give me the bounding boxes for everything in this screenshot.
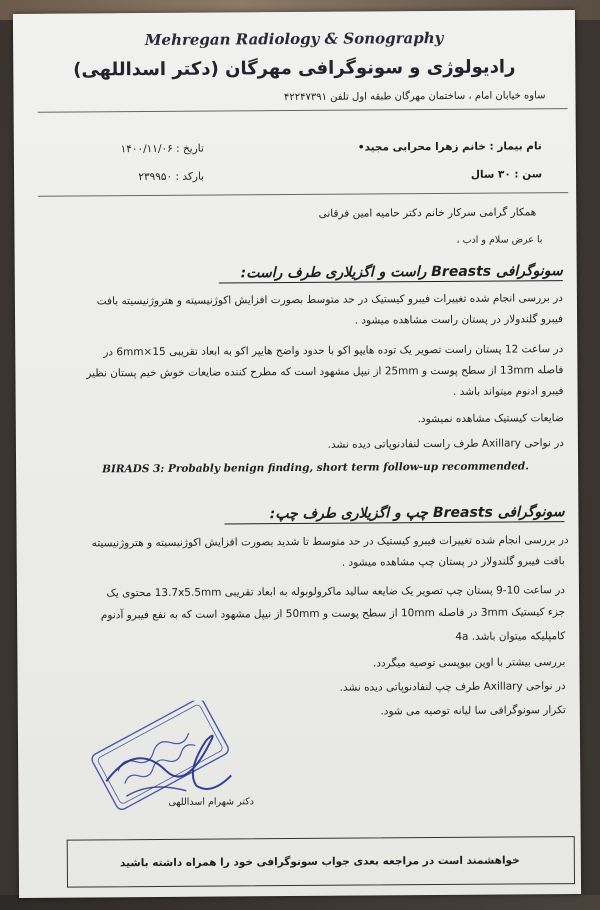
right-finding-line: فیبرو ادنوم میتواند باشد . [452,385,564,398]
patient-barcode: بارکد : ۲۳۹۹۵۰ [138,170,205,184]
left-finding-line: بررسی بیشتر با اوپن بیوپسی توصیه میگردد. [372,656,566,670]
report-paper [13,10,581,898]
right-finding-line: فاصله 13mm از سطح پوست و 25mm از نیپل مشهود است که مطرح کننده ضایعات خوش خیم پستان نظیر [86,364,564,380]
left-finding-line: در نواحی Axillary طرف چپ لنفادنوپاتی دیده نشد. [339,680,566,694]
patient-name: نام بیمار : خانم زهرا محرابی مجید• [357,140,542,154]
left-finding-line: در ساعت 10-9 پستان چپ تصویر یک ضایعه سالید ماکرولوبوله به ابعاد تقریبی 13.7x5.5mm محتوی یک [106,584,565,600]
right-finding-line: در نواحی Axillary طرف راست لنفادنوپاتی دیده نشد. [327,437,564,451]
right-finding-line: در بررسی انجام شده تغییرات فیبرو کیستیک در حد متوسط بصورت افزایش اکوژنیسیته و هتروژنیسیته بافت [96,292,563,308]
clinic-address: ساوه خیابان امام ، ساختمان مهرگان طبقه اول تلفن ۴۲۲۴۷۳۹۱ [283,90,546,104]
right-finding-line: فیبرو گلندولار در پستان راست مشاهده میشود . [354,313,564,327]
right-finding-line: ضایعات کیستیک مشاهده نمیشود. [417,412,564,426]
left-finding-line: جزء کیستیک 3mm در فاصله 10mm از سطح پوست و 50mm از نیپل مشهود است که به نفع فیبرو آدنوم [100,606,566,622]
left-finding-line: در بررسی انجام شده تغییرات فیبرو کیستیک در حد متوسط تا شدید بصورت افزایش اکوژنیسیته و هتروژنیسیته [91,534,569,550]
doctor-stamp [86,700,237,811]
patient-divider [38,192,568,197]
birads-note: BIRADS 3: Probably benign finding, short term follow-up recommended. [102,460,529,476]
clinic-title-fa: رادیولوژی و سونوگرافی مهرگان (دکتر اسداللهی) [73,56,516,81]
salutation: با عرض سلام و ادب ، [456,234,543,246]
right-breast-title: سونوگرافی Breasts راست و اگزیلاری طرف راست: [240,263,563,282]
report-date: تاریخ : ۱۴۰۰/۱۱/۰۶ [120,142,204,156]
left-finding-line: تکرار سونوگرافی سا لیانه توصیه می شود. [380,704,566,718]
footer-note: خواهشمند است در مراجعه بعدی جواب سونوگرافی خود را همراه داشته باشید [119,854,520,870]
left-finding-line: کامپلیکه میتوان باشد. 4a [455,630,566,643]
doctor-signature-name: دکتر شهرام اسداللهی [168,796,255,808]
colleague-greeting: همکار گرامی سرکار خانم دکتر حامیه امین فرقانی [318,206,537,220]
left-finding-line: بافت فیبرو گلندولار در پستان چپ مشاهده میشود . [341,555,565,569]
left-breast-title: سونوگرافی Breasts چپ و اگزیلاری طرف چپ: [269,504,565,523]
patient-age: سن : ۳۰ سال [470,168,543,181]
header-divider [38,108,568,113]
clinic-title-en: Mehregan Radiology & Sonography [144,28,444,50]
right-finding-line: در ساعت 12 پستان راست تصویر یک توده هایپو اکو با حدود واضح هایپر اکو به ابعاد تقریبی 15×6mm در [103,343,564,359]
